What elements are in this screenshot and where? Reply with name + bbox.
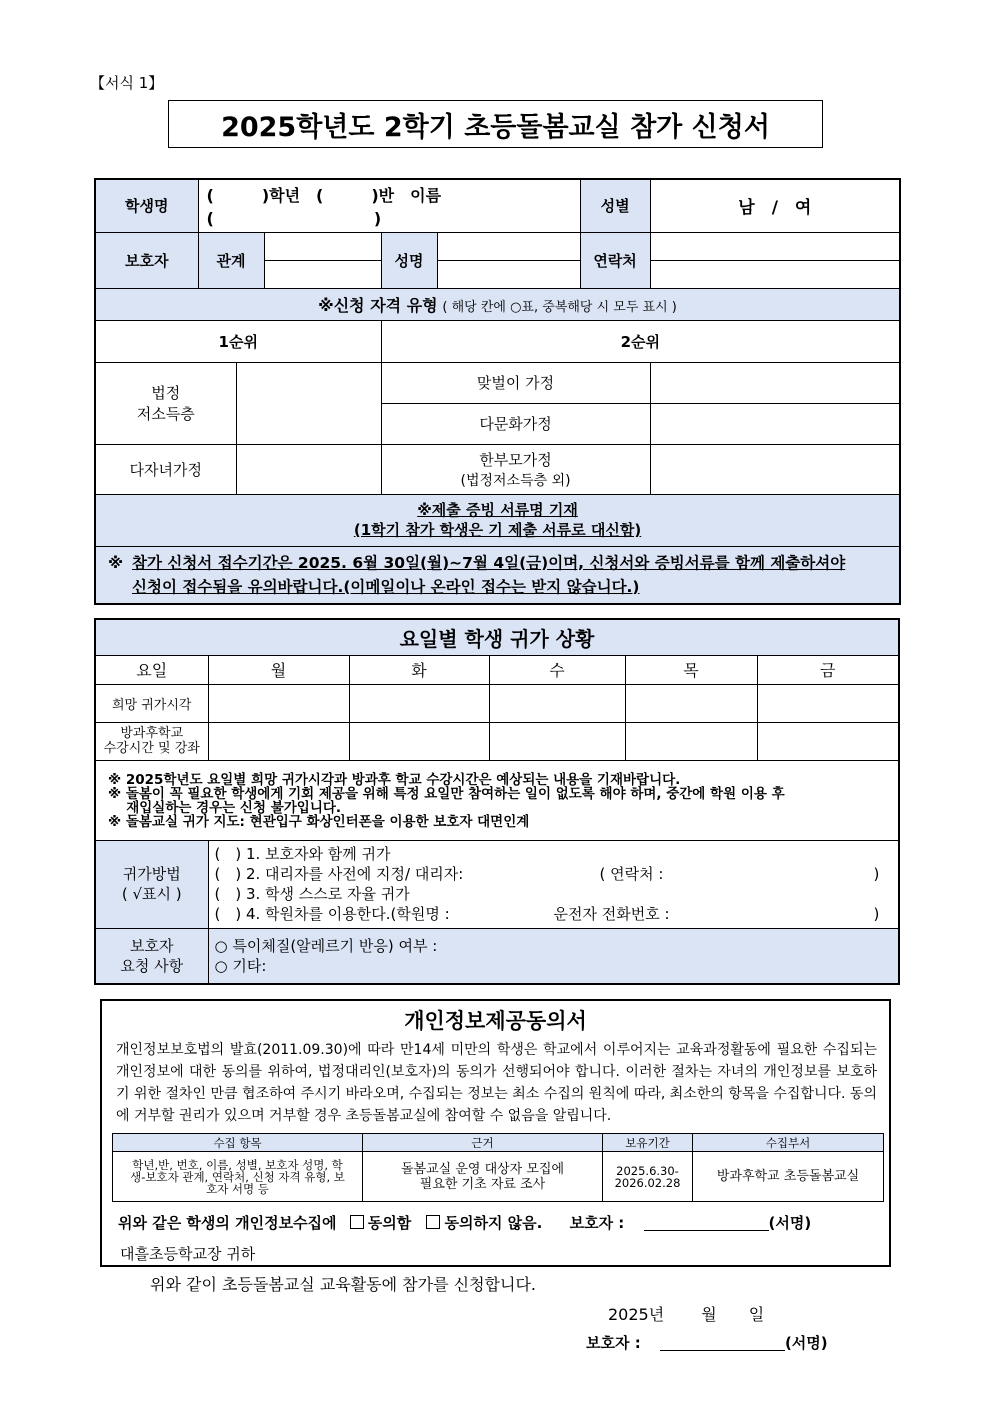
method-option-4[interactable] (215, 904, 893, 924)
return-time-thu[interactable] (625, 684, 757, 722)
return-method-label-line2: ( √표시 ) (121, 885, 182, 903)
student-label: 학생명 (95, 179, 198, 232)
method-option-3-text: ( ) 3. 학생 스스로 자율 귀가 (214, 885, 410, 903)
eligibility-header (95, 288, 900, 320)
period-notice (95, 546, 900, 604)
period-notice-mark: ※ (108, 553, 124, 572)
period-notice-line2: 신청이 접수됨을 유의바랍니다.(이메일이나 온라인 접수는 받지 않습니다.) (132, 577, 640, 596)
period-notice-line1: 참가 신청서 접수기간은 2025. 6월 30일(월)~7월 4일(금)이며, 신청서와 증빙서류를 함께 제출하셔야 (132, 553, 846, 572)
afterschool-mon[interactable] (208, 722, 349, 760)
dual-income-field[interactable] (650, 362, 900, 403)
consent-basis: 돌봄교실 운영 대상자 모집에 필요한 기초 자료 조사 (363, 1152, 603, 1202)
application-table (94, 178, 901, 605)
relation-label: 관계 (198, 232, 264, 288)
agree-prefix: 위와 같은 학생의 개인정보수집에 (118, 1214, 337, 1232)
contact-field[interactable] (650, 232, 900, 260)
return-method-label (95, 840, 208, 928)
return-method-label-line1: 귀가방법 (122, 865, 181, 883)
afterschool-wed[interactable] (489, 722, 625, 760)
final-signature-line[interactable] (660, 1334, 785, 1351)
multicultural-field[interactable] (650, 403, 900, 444)
contact-label: 연락처 (580, 232, 650, 288)
afterschool-tue[interactable] (349, 722, 489, 760)
agree-line (118, 1212, 889, 1233)
form-label: 【서식 1】 (90, 74, 164, 92)
multi-child-label: 다자녀가정 (95, 444, 236, 494)
afterschool-label-line1: 방과후학교 (120, 726, 184, 741)
multicultural-label: 다문화가정 (381, 403, 650, 444)
weekly-note-3: 재입실하는 경우는 신청 불가입니다. (108, 800, 342, 816)
relation-field-2[interactable] (264, 260, 381, 288)
evidence-line1: ※제출 증빙 서류명 기재 (417, 501, 578, 519)
consent-items: 학년,반, 번호, 이름, 성별, 보호자 성명, 학생-보호자 관계, 연락처, 신청 자격 유형, 보호자 서명 등 (113, 1152, 363, 1202)
agree-checkbox[interactable] (350, 1215, 364, 1229)
multi-child-field[interactable] (236, 444, 381, 494)
guardian-name-label: 성명 (381, 232, 437, 288)
single-parent-field[interactable] (650, 444, 900, 494)
allergy-request: ○ 특이체질(알레르기 반응) 여부 : (214, 936, 438, 955)
evidence-notice (95, 494, 900, 546)
agree-option: 동의함 (367, 1214, 412, 1232)
return-time-wed[interactable] (489, 684, 625, 722)
guardian-request-label-line1: 보호자 (130, 936, 174, 955)
afterschool-thu[interactable] (625, 722, 757, 760)
disagree-checkbox[interactable] (426, 1215, 440, 1229)
apply-statement: 위와 같이 초등돌봄교실 교육활동에 참가를 신청합니다. (150, 1275, 537, 1294)
final-guardian-label: 보호자 : (586, 1334, 641, 1352)
final-guardian-sign (586, 1332, 828, 1353)
day-header: 요일 (95, 655, 208, 684)
weekly-note-1: ※ 2025학년도 요일별 희망 귀가시각과 방과후 학교 수강시간은 예상되는 내용을 기재바랍니다. (108, 772, 681, 788)
gender-label: 성별 (580, 179, 650, 232)
return-time-label: 희망 귀가시각 (95, 684, 208, 722)
day-wed: 수 (489, 655, 625, 684)
weekly-note-2: ※ 돌봄이 꼭 필요한 학생에게 기회 제공을 위해 특정 요일만 참여하는 일이 없도록 해야 하며, 중간에 학원 이용 후 (108, 786, 785, 802)
contact-field-2[interactable] (650, 260, 900, 288)
consent-guardian-label: 보호자 : (569, 1214, 625, 1232)
relation-field[interactable] (264, 232, 381, 260)
return-method-options (208, 840, 899, 928)
method-option-1-text: ( ) 1. 보호자와 함께 귀가 (214, 845, 391, 863)
method-option-2-contact: ( 연락처 : (599, 865, 664, 883)
consent-header-items: 수집 항목 (113, 1134, 363, 1152)
guardian-name-field[interactable] (437, 232, 580, 260)
method-option-4-close: ) (873, 905, 880, 923)
guardian-request-label (95, 928, 208, 984)
day-mon: 월 (208, 655, 349, 684)
disagree-option: 동의하지 않음. (444, 1214, 543, 1232)
method-option-4-text: ( ) 4. 학원차를 이용한다.(학원명 : (214, 905, 450, 923)
day-fri: 금 (757, 655, 899, 684)
consent-header-basis: 근거 (363, 1134, 603, 1152)
weekly-title: 요일별 학생 귀가 상황 (95, 619, 899, 655)
return-time-mon[interactable] (208, 684, 349, 722)
guardian-request-field[interactable] (208, 928, 899, 984)
method-option-2-close: ) (873, 865, 880, 883)
date-line: 2025년 월 일 (608, 1305, 765, 1324)
method-option-1[interactable] (215, 844, 893, 864)
privacy-consent-box (100, 999, 891, 1267)
afterschool-fri[interactable] (757, 722, 899, 760)
page-title: 2025학년도 2학기 초등돌봄교실 참가 신청서 (168, 100, 823, 148)
guardian-label: 보호자 (95, 232, 198, 288)
legal-low-income-line1: 법정 (151, 384, 181, 402)
guardian-request-label-line2: 요청 사항 (120, 956, 184, 975)
weekly-notes (95, 760, 899, 840)
other-request: ○ 기타: (214, 956, 267, 975)
legal-low-income-label (95, 362, 236, 444)
consent-department: 방과후학교 초등돌봄교실 (693, 1152, 884, 1202)
student-grade-field[interactable]: ( )학년 ( )반 이름 ( ) (198, 179, 580, 232)
method-option-4-driver: 운전자 전화번호 : (553, 905, 670, 923)
single-parent-label (381, 444, 650, 494)
priority1-header: 1순위 (95, 320, 381, 362)
single-parent-line1: 한부모가정 (479, 450, 552, 469)
legal-low-income-field[interactable] (236, 362, 381, 444)
consent-sign-label: (서명) (768, 1214, 812, 1232)
guardian-name-field-2[interactable] (437, 260, 580, 288)
eligibility-header-title: ※신청 자격 유형 (318, 295, 438, 315)
consent-table (112, 1133, 884, 1202)
method-option-2[interactable] (215, 864, 893, 884)
weekly-note-4: ※ 돌봄교실 귀가 지도: 현관입구 화상인터폰을 이용한 보호자 대면인계 (108, 814, 530, 830)
eligibility-header-note: ( 해당 칸에 ○표, 중복해당 시 모두 표시 ) (442, 299, 677, 315)
gender-field[interactable]: 남 / 여 (650, 179, 900, 232)
consent-period: 2025.6.30-2026.02.28 (603, 1152, 693, 1202)
weekly-return-table (94, 618, 900, 985)
consent-header-dept: 수집부서 (693, 1134, 884, 1152)
addressee: 대흘초등학교장 귀하 (120, 1245, 256, 1263)
evidence-line2: (1학기 참가 학생은 기 제출 서류로 대신함) (353, 521, 642, 539)
consent-title: 개인정보제공동의서 (404, 1009, 587, 1033)
return-time-fri[interactable] (757, 684, 899, 722)
consent-body: 개인정보보호법의 발효(2011.09.30)에 따라 만14세 미만의 학생은 학교에서 이루어지는 교육과정활동에 필요한 수집되는 개인정보에 대한 동의를 위하여, 법정대리인(보호자)의 동의가 선행되어야 합니다. 이러한 절차는 자녀의 개인정보를 보호하기 위한 절차인 만큼 협조하여 주시기 바라오며, 수집되는 정보는 최소 수집의 원칙에 따라, 최소한의 항목을 수집합니다. 동의에 거부할 권리가 있으며 거부할 경우 초등돌봄교실에 참여할 수 없음을 알립니다. (116, 1042, 877, 1124)
afterschool-label-line2: 수강시간 및 강좌 (103, 741, 200, 756)
afterschool-label (95, 722, 208, 760)
day-thu: 목 (625, 655, 757, 684)
return-time-tue[interactable] (349, 684, 489, 722)
dual-income-label: 맞벌이 가정 (381, 362, 650, 403)
single-parent-line2: (법정저소득층 외) (460, 472, 571, 489)
method-option-2-text: ( ) 2. 대리자를 사전에 지정/ 대리자: (214, 865, 464, 883)
method-option-3[interactable] (215, 884, 893, 904)
final-sign-label: (서명) (784, 1334, 828, 1352)
day-tue: 화 (349, 655, 489, 684)
consent-header-period: 보유기간 (603, 1134, 693, 1152)
legal-low-income-line2: 저소득층 (136, 405, 195, 423)
consent-signature-line[interactable] (644, 1214, 769, 1231)
priority2-header: 2순위 (381, 320, 900, 362)
